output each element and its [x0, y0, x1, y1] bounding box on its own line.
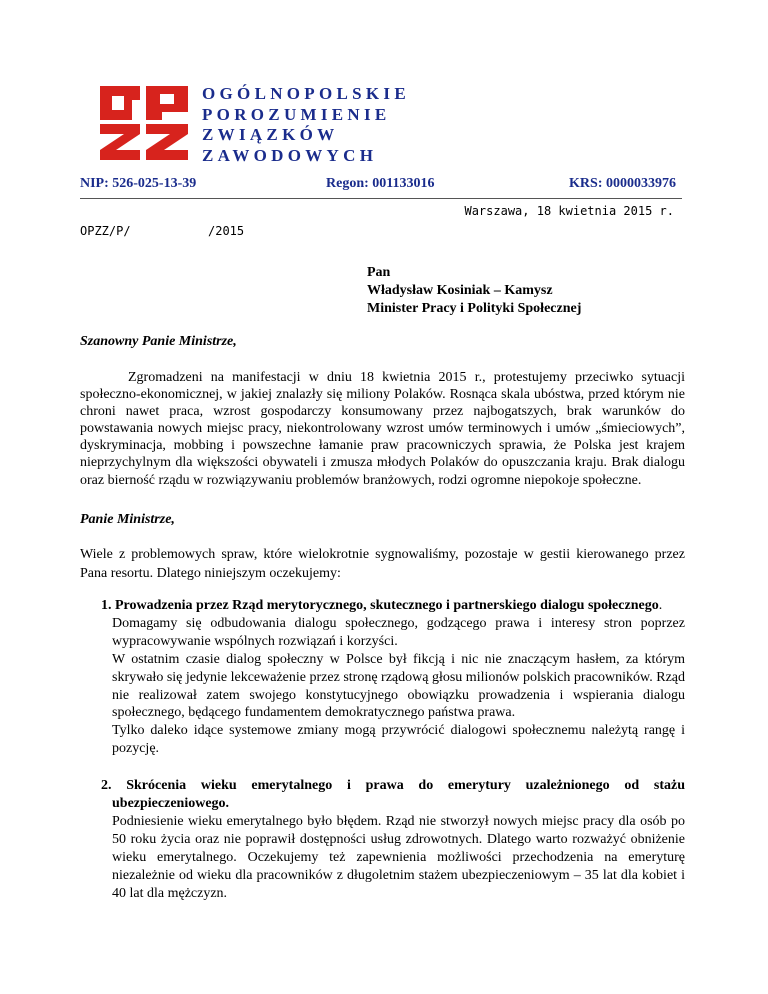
- intro-paragraph: Wiele z problemowych spraw, które wielokrotnie sygnowaliśmy, pozostaje w gestii kierowanego przez Pana resortu. Dlatego niniejszym oczekujemy:: [80, 547, 685, 581]
- org-line: ZAWODOWYCH: [202, 145, 378, 165]
- demand-heading: 2. Skrócenia wieku emerytalnego i prawa do emerytury uzależnionego od stażu ubezpieczeniowego.: [101, 778, 685, 812]
- regon-number: Regon: 001133016: [326, 176, 435, 191]
- org-line: POROZUMIENIE: [202, 104, 391, 124]
- list-item: [101, 777, 685, 902]
- salutation: Szanowny Panie Ministrze,: [80, 334, 237, 349]
- salutation-secondary: Panie Ministrze,: [80, 512, 175, 527]
- recipient-block: [367, 264, 581, 318]
- org-line: ZWIĄZKÓW: [202, 125, 339, 144]
- org-line: OGÓLNOPOLSKIE: [202, 84, 410, 103]
- demand-text: Domagamy się odbudowania dialogu społecznego, godzącego prawa i interesy stron poprzez wypracowywanie wspólnych rozwiązań i korzyści.: [112, 615, 685, 649]
- reference-prefix: OPZZ/P/: [80, 224, 131, 238]
- recipient-position: Minister Pracy i Polityki Społecznej: [367, 301, 582, 316]
- list-item: [101, 597, 685, 758]
- opening-paragraph: Zgromadzeni na manifestacji w dniu 18 kwietnia 2015 r., protestujemy przeciwko sytuacji społeczno-ekonomicznej, w jakiej znalazły się miliony Polaków. Rosnąca skala ubóstwa, przed którym nie chroni nawet praca, wzrost gospodarczy konsumowany przez najbogatszych, brak warunków do powstawania nowych miejsc pracy, niekontrolowany wzrost umów terminowych i umów „śmieciowych”, dyskryminacja, mobbing i powszechne łamanie praw pracowniczych sprawia, że Polska jest krajem nieprzychylnym dla większości obywateli i zmusza młodych Polaków do opuszczania kraju. Brak dialogu oraz bierność rządu w rozwiązywaniu problemów branżowych, rodzi ogromne niepokoje społeczne.: [80, 370, 685, 488]
- opzz-logo-icon: [96, 82, 192, 162]
- demand-text: Tylko daleko idące systemowe zmiany mogą przywrócić dialogowi społecznemu należytą rangę i pozycję.: [112, 723, 685, 757]
- demand-text: Podniesienie wieku emerytalnego było błędem. Rząd nie stworzył nowych miejsc pracy dla osób po 50 roku życia oraz nie poprawił dostępności usług zdrowotnych. Dlatego warto rozważyć obniżenie wieku emerytalnego. Oczekujemy też zapewnienia możliwości przechodzenia na emeryturę niezależnie od wieku dla pracowników z długoletnim stażem ubezpieczeniowym – 35 lat dla kobiet i 40 lat dla mężczyzn.: [112, 813, 685, 901]
- reference-year: /2015: [208, 224, 245, 238]
- demand-heading: 1. Prowadzenia przez Rząd merytorycznego, skutecznego i partnerskiego dialogu społecznego.: [101, 598, 663, 613]
- demand-text: W ostatnim czasie dialog społeczny w Polsce był fikcją i nic nie znaczącym hasłem, za którym skrywało się jedynie lekceważenie przez stronę rządową głosu milionów polskich pracowników. Rząd nie realizował zatem swojego konstytucyjnego obowiązku prowadzenia i wspierania dialogu społecznego, będącego fundamentem demokratycznego państwa prawa.: [112, 651, 685, 721]
- krs-number: KRS: 0000033976: [569, 176, 676, 191]
- header-divider: [80, 198, 682, 199]
- place-date: Warszawa, 18 kwietnia 2015 r.: [464, 204, 674, 218]
- nip-number: NIP: 526-025-13-39: [80, 176, 197, 191]
- recipient-title: Pan: [367, 265, 391, 280]
- demands-list: [101, 597, 685, 922]
- recipient-name: Władysław Kosiniak – Kamysz: [367, 283, 553, 298]
- organization-name: [202, 84, 410, 166]
